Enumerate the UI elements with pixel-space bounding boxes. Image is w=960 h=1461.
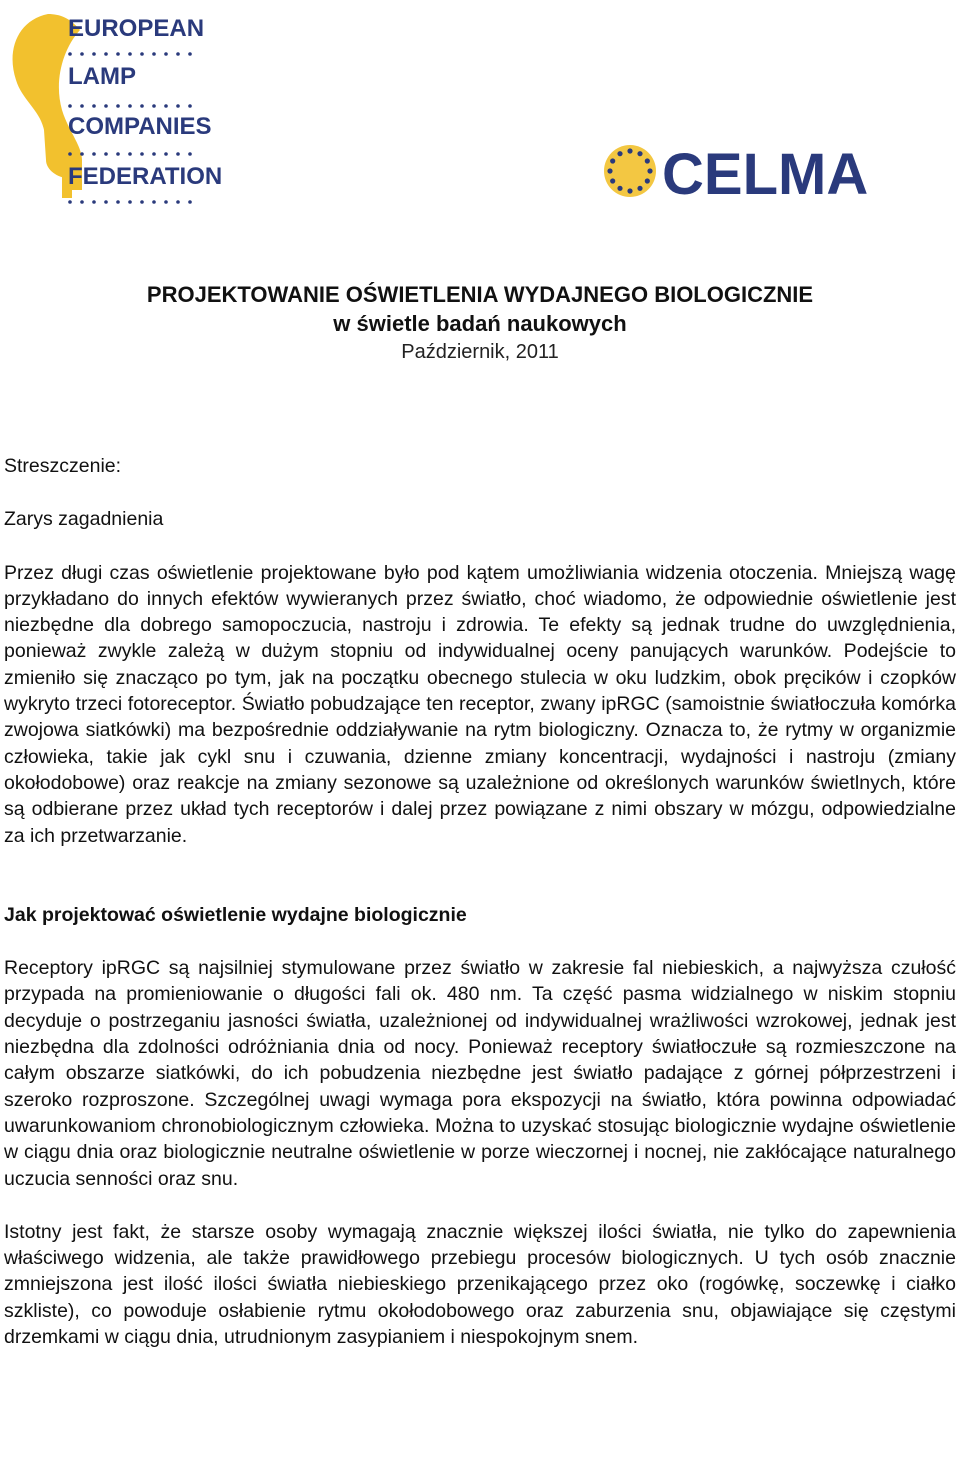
logo-dot (128, 52, 132, 56)
logo-dot (104, 104, 108, 108)
logo-dot (116, 200, 120, 204)
star-dot (627, 148, 632, 153)
logo-dot (68, 200, 72, 204)
logo-dot (140, 104, 144, 108)
logo-dot (80, 52, 84, 56)
eu-stars-icon (604, 145, 656, 197)
logo-dot (128, 152, 132, 156)
logo-dot (92, 52, 96, 56)
logo-dot (68, 152, 72, 156)
summary-paragraph: Przez długi czas oświetlenie projektowane było pod kątem umożliwiania widzenia otoczenia. Mniejszą wagę przykładano do innych efektów wywieranych przez światło, choć wiadomo, że odpowiednie oświetlenie jest niezbędne dla dobrego samopoczucia, nastroju i zdrowia. Te efekty są jednak trudne do uwzględnienia, ponieważ zwykle zależą w dużym stopniu od indywidualnej oceny panujących warunków. Podejście to zmieniło się znacząco po tym, jak na początku obecnego stulecia w oku ludzkim, obok pręcików i czopków wykryto trzeci fotoreceptor. Światło pobudzające ten receptor, zwany ipRGC (samoistnie światłoczuła komórka zwojowa siatkówki) ma bezpośrednie oddziaływanie na rytm biologiczny. Oznacza to, że rytmy w organizmie człowieka, takie jak cykl snu i czuwania, dzienne zmiany koncentracji, wydajności i nastroju (zmiany okołodobowe) oraz reakcje na zmiany sezonowe są uzależnione od określonych warunków świetlnych, które są odbierane przez układ tych receptorów i dalej przez powiązane z nimi obszary w mózgu, odpowiedzialne za ich przetwarzanie. (4, 561, 956, 847)
logo-dot (140, 200, 144, 204)
star-dot (607, 168, 612, 173)
document-title: PROJEKTOWANIE OŚWIETLENIA WYDAJNEGO BIOLOGICZNIE (146, 282, 814, 307)
logo-dot (116, 104, 120, 108)
star-dot (610, 178, 615, 183)
star-dot (617, 151, 622, 156)
logo-dot (116, 52, 120, 56)
logo-dot (92, 152, 96, 156)
section-paragraph-2: Istotny jest fakt, że starsze osoby wymagają znacznie większej ilości światła, nie tylko do zapewnienia właściwego widzenia, ale także prawidłowego przebiegu procesów biologicznych. U tych osób znacznie zmniejszona jest ilość ilości światła niebieskiego przenikającego przez oko (rogówkę, soczewkę i ciałko szkliste), co powoduje osłabienie rytmu okołodobowego oraz zaburzenia snu, objawiające się częstymi drzemkami w ciągu dnia, utrudnionym zasypianiem i niespokojnym snem. (4, 1220, 956, 1349)
logo-dot (164, 104, 168, 108)
logo-dot (188, 104, 192, 108)
logo-dot (176, 52, 180, 56)
logo-dot (188, 52, 192, 56)
star-dot (645, 158, 650, 163)
star-dot (647, 168, 652, 173)
summary-section-title: Zarys zagadnienia (4, 508, 164, 531)
logo-dot (152, 152, 156, 156)
document-subtitle: w świetle badań naukowych (333, 311, 627, 336)
logo-dot (128, 200, 132, 204)
logo-dot (80, 152, 84, 156)
star-dot (627, 188, 632, 193)
logo-dot (176, 152, 180, 156)
section-paragraph-1: Receptory ipRGC są najsilniej stymulowane przez światło w zakresie fal niebieskich, a najwyższa czułość przypada na promieniowanie o długości fali ok. 480 nm. Ta część pasma widzialnego w niskim stopniu decyduje o postrzeganiu jasności światła, uzależnionej od indywidualnej wrażliwości wzrokowej, jednak jest niezbędna dla zdolności odróżniania dnia od nocy. Ponieważ receptory światłoczułe są rozmieszczone na całym obszarze siatkówki, do ich pobudzenia niezbędne jest światło padające z górnej półprzestrzeni i szeroko rozproszone. Szczególnej uwagi wymaga pora ekspozycji na światło, która powinna odpowiadać uwarunkowaniom chronobiologicznym człowieka. Można to uzyskać stosując biologicznie wydajne oświetlenie w ciągu dnia oraz biologicznie neutralne oświetlenie w porze wieczornej i nocnej, nie zakłócające naturalnego uczucia senności oraz snu. (4, 957, 956, 1190)
logo-dot (152, 104, 156, 108)
logo-dot (140, 52, 144, 56)
logo-dot (164, 200, 168, 204)
logo-dot (164, 52, 168, 56)
logo-dot (152, 52, 156, 56)
logo-dot (104, 200, 108, 204)
elc-line-4: FEDERATION (68, 163, 223, 190)
star-dot (617, 186, 622, 191)
document-date: Październik, 2011 (401, 341, 559, 363)
star-dot (645, 178, 650, 183)
document-body (4, 453, 956, 1350)
logo-dot (92, 200, 96, 204)
logo-dot (164, 152, 168, 156)
star-dot (610, 158, 615, 163)
elc-logo (10, 10, 223, 206)
title-block (0, 280, 960, 367)
logo-dot (188, 200, 192, 204)
logo-dot (128, 104, 132, 108)
logo-dot (152, 200, 156, 204)
elc-line-1: EUROPEAN (68, 15, 205, 42)
star-dot (637, 186, 642, 191)
logo-dot (140, 152, 144, 156)
logo-dot (188, 152, 192, 156)
elc-line-3: COMPANIES (68, 113, 212, 140)
logo-dot (80, 104, 84, 108)
logo-dot (80, 200, 84, 204)
elc-line-2: LAMP (68, 63, 136, 90)
celma-wordmark: CELMA (662, 142, 869, 207)
logo-dot (92, 104, 96, 108)
logo-dot (176, 200, 180, 204)
logo-dot (68, 52, 72, 56)
celma-logo (600, 138, 892, 207)
logo-dot (104, 52, 108, 56)
star-dot (637, 151, 642, 156)
summary-label: Streszczenie: (4, 455, 122, 477)
logo-dot (68, 104, 72, 108)
logo-dot (176, 104, 180, 108)
logo-dot (116, 152, 120, 156)
section-heading: Jak projektować oświetlenie wydajne biologicznie (4, 903, 467, 926)
logo-dot (104, 152, 108, 156)
